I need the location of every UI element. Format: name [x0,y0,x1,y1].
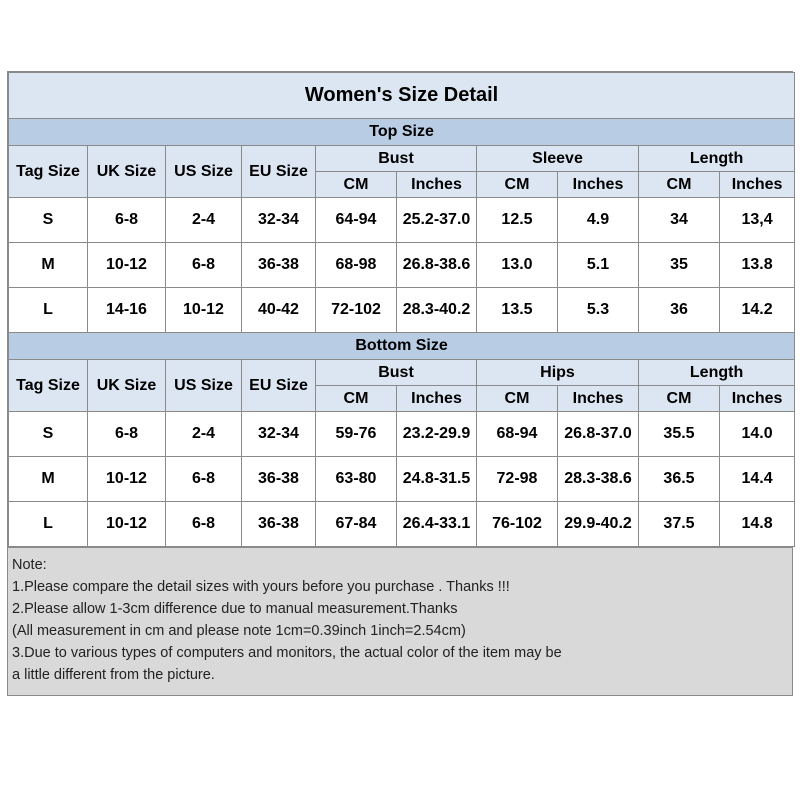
top-header-length-inches: Inches [720,172,795,198]
bottom-header-hips-cm: CM [477,386,558,412]
bottom-header-hips-inches: Inches [558,386,639,412]
table-cell: 13.8 [720,243,795,288]
table-cell: 14.2 [720,288,795,333]
table-cell: 36-38 [242,243,316,288]
bottom-header-eu-size: EU Size [242,360,316,412]
table-cell: 36-38 [242,457,316,502]
note-line: a little different from the picture. [12,667,215,683]
note-line: 1.Please compare the detail sizes with yours before you purchase . Thanks !!! [12,579,510,595]
table-cell: 28.3-40.2 [397,288,477,333]
table-cell: S [9,412,88,457]
table-cell: 14.0 [720,412,795,457]
top-header-tag-size: Tag Size [9,146,88,198]
table-cell: 14.8 [720,502,795,547]
top-header-length-cm: CM [639,172,720,198]
bottom-header-length-cm: CM [639,386,720,412]
table-cell: 13.0 [477,243,558,288]
table-cell: 36 [639,288,720,333]
top-header-sleeve: Sleeve [477,146,639,172]
top-header-uk-size: UK Size [88,146,166,198]
bottom-size-section-title: Bottom Size [9,333,795,360]
table-cell: 6-8 [166,502,242,547]
top-header-eu-size: EU Size [242,146,316,198]
table-cell: 13.5 [477,288,558,333]
top-header-sleeve-inches: Inches [558,172,639,198]
page-title: Women's Size Detail [9,73,795,119]
table-cell: M [9,457,88,502]
note-heading: Note: [12,557,47,573]
table-cell: 35 [639,243,720,288]
table-cell: 6-8 [166,243,242,288]
bottom-header-bust-inches: Inches [397,386,477,412]
bottom-header-length: Length [639,360,795,386]
table-cell: 26.8-38.6 [397,243,477,288]
notes-panel [8,547,792,695]
table-row [9,412,795,457]
table-cell: 14.4 [720,457,795,502]
table-cell: 36-38 [242,502,316,547]
table-cell: 72-98 [477,457,558,502]
table-row [9,502,795,547]
table-cell: 10-12 [88,457,166,502]
bottom-header-bust-cm: CM [316,386,397,412]
table-cell: 10-12 [88,243,166,288]
note-line: 2.Please allow 1-3cm difference due to manual measurement.Thanks [12,601,458,617]
table-cell: 36.5 [639,457,720,502]
table-cell: 6-8 [166,457,242,502]
table-row [9,288,795,333]
top-header-bust: Bust [316,146,477,172]
bottom-header-us-size: US Size [166,360,242,412]
bottom-header-uk-size: UK Size [88,360,166,412]
table-cell: 64-94 [316,198,397,243]
size-chart [7,71,793,696]
table-cell: 5.3 [558,288,639,333]
table-cell: 59-76 [316,412,397,457]
table-cell: L [9,288,88,333]
table-cell: 35.5 [639,412,720,457]
table-cell: 4.9 [558,198,639,243]
table-cell: S [9,198,88,243]
table-cell: 34 [639,198,720,243]
table-cell: 13,4 [720,198,795,243]
table-cell: 6-8 [88,198,166,243]
table-cell: 72-102 [316,288,397,333]
table-cell: 37.5 [639,502,720,547]
table-cell: 68-94 [477,412,558,457]
table-cell: 2-4 [166,412,242,457]
table-cell: 26.4-33.1 [397,502,477,547]
top-header-us-size: US Size [166,146,242,198]
top-size-section-title: Top Size [9,119,795,146]
table-cell: 76-102 [477,502,558,547]
top-header-bust-inches: Inches [397,172,477,198]
bottom-header-tag-size: Tag Size [9,360,88,412]
table-row [9,243,795,288]
table-cell: 68-98 [316,243,397,288]
table-cell: 24.8-31.5 [397,457,477,502]
table-cell: 5.1 [558,243,639,288]
top-header-bust-cm: CM [316,172,397,198]
note-line: 3.Due to various types of computers and monitors, the actual color of the item may be [12,645,562,661]
bottom-header-length-inches: Inches [720,386,795,412]
table-cell: 26.8-37.0 [558,412,639,457]
table-cell: 67-84 [316,502,397,547]
table-row [9,198,795,243]
table-row [9,457,795,502]
table-cell: 29.9-40.2 [558,502,639,547]
table-cell: 23.2-29.9 [397,412,477,457]
table-cell: 63-80 [316,457,397,502]
top-header-length: Length [639,146,795,172]
bottom-header-hips: Hips [477,360,639,386]
table-cell: 40-42 [242,288,316,333]
top-header-sleeve-cm: CM [477,172,558,198]
table-cell: L [9,502,88,547]
table-cell: M [9,243,88,288]
table-cell: 10-12 [88,502,166,547]
size-table [8,72,795,547]
table-cell: 28.3-38.6 [558,457,639,502]
bottom-header-bust: Bust [316,360,477,386]
table-cell: 10-12 [166,288,242,333]
table-cell: 32-34 [242,198,316,243]
table-cell: 12.5 [477,198,558,243]
table-cell: 6-8 [88,412,166,457]
table-cell: 32-34 [242,412,316,457]
table-cell: 2-4 [166,198,242,243]
table-cell: 25.2-37.0 [397,198,477,243]
note-line: (All measurement in cm and please note 1cm=0.39inch 1inch=2.54cm) [12,623,466,639]
table-cell: 14-16 [88,288,166,333]
